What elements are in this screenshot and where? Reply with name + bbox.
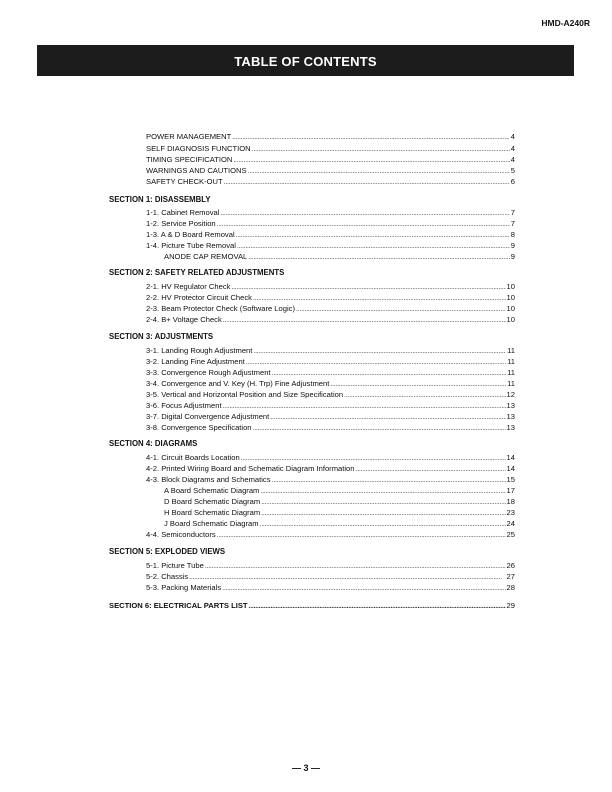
toc-entry[interactable]: [146, 165, 515, 176]
toc-page: 4: [510, 132, 515, 141]
model-number: HMD-A240R: [541, 18, 590, 28]
toc-entry[interactable]: [146, 314, 515, 325]
page-title: TABLE OF CONTENTS: [37, 45, 574, 76]
toc-page: 9: [510, 252, 515, 261]
toc-entry[interactable]: [146, 560, 515, 571]
toc-page: 10: [506, 304, 515, 313]
toc-entry[interactable]: [146, 529, 515, 540]
toc-label: 3-2. Landing Fine Adjustment: [146, 357, 245, 366]
toc-label: 3-7. Digital Convergence Adjustment: [146, 412, 270, 421]
toc-entry[interactable]: [146, 240, 515, 251]
toc-entry[interactable]: [146, 367, 515, 378]
page-number: — 3 —: [291, 763, 320, 773]
toc-page: 12: [506, 390, 515, 399]
toc-label: A Board Schematic Diagram: [164, 486, 260, 495]
toc-page: 7: [510, 208, 515, 217]
toc-label: H Board Schematic Diagram: [164, 508, 261, 517]
toc-entry[interactable]: [146, 582, 515, 593]
toc-page: 13: [506, 412, 515, 421]
toc-entry[interactable]: [146, 281, 515, 292]
toc-page: 9: [510, 241, 515, 250]
toc-page: 4: [510, 155, 515, 164]
toc-page: 13: [506, 423, 515, 432]
toc-label: POWER MANAGEMENT: [146, 132, 232, 141]
toc-label: 3-6. Focus Adjustment: [146, 401, 222, 410]
toc-entry[interactable]: [146, 518, 515, 529]
toc-label: 5-3. Packing Materials: [146, 583, 222, 592]
toc-entry[interactable]: [146, 571, 515, 582]
toc-label: SAFETY CHECK-OUT: [146, 177, 223, 186]
toc-entry[interactable]: [146, 207, 515, 218]
toc-label: 3-8. Convergence Specification: [146, 423, 252, 432]
toc-label: 2-3. Beam Protector Check (Software Logic): [146, 304, 295, 313]
toc-label: 5-1. Picture Tube: [146, 561, 204, 570]
toc-label: 4-2. Printed Wiring Board and Schematic Diagram Information: [146, 464, 355, 473]
toc-entry[interactable]: [146, 131, 515, 142]
toc-label: 1-4. Picture Tube Removal: [146, 241, 236, 250]
toc-page: 4: [510, 144, 515, 153]
toc-entry[interactable]: [146, 389, 515, 400]
toc-label: 3-4. Convergence and V. Key (H. Trp) Fine Adjustment: [146, 379, 330, 388]
toc-label: SELF DIAGNOSIS FUNCTION: [146, 144, 251, 153]
toc-label: 3-1. Landing Rough Adjustment: [146, 346, 253, 355]
toc-entry[interactable]: [146, 229, 515, 240]
toc-entry[interactable]: [146, 485, 515, 496]
toc-entry[interactable]: [146, 422, 515, 433]
toc-page: 6: [510, 177, 515, 186]
toc-page: 28: [506, 583, 515, 592]
toc-page: 8: [510, 230, 515, 239]
toc-entry[interactable]: [146, 507, 515, 518]
toc-entry[interactable]: [146, 303, 515, 314]
toc-page: 10: [506, 293, 515, 302]
toc-page: 14: [506, 453, 515, 462]
section-heading: SECTION 3: ADJUSTMENTS: [109, 332, 214, 341]
toc-page: 11: [507, 346, 515, 355]
toc-page: 29: [506, 601, 515, 610]
toc-label: TIMING SPECIFICATION: [146, 155, 233, 164]
toc-label: 1-1. Cabinet Removal: [146, 208, 220, 217]
toc-page: 18: [506, 497, 515, 506]
section-heading: SECTION 5: EXPLODED VIEWS: [109, 547, 226, 556]
toc-entry[interactable]: [146, 292, 515, 303]
toc-entry[interactable]: [146, 154, 515, 165]
toc-page: 26: [506, 561, 515, 570]
toc-label: 2-1. HV Regulator Check: [146, 282, 231, 291]
toc-page: 11: [507, 357, 515, 366]
toc-entry[interactable]: [109, 600, 515, 611]
section-heading: SECTION 4: DIAGRAMS: [109, 439, 198, 448]
toc-label: 4-1. Circuit Boards Location: [146, 453, 240, 462]
toc-label: D Board Schematic Diagram: [164, 497, 261, 506]
toc-entry[interactable]: [146, 496, 515, 507]
toc-page: 5: [510, 166, 515, 175]
toc-label: 1-2. Service Position: [146, 219, 216, 228]
toc-label: WARNINGS AND CAUTIONS: [146, 166, 247, 175]
toc-page: 25: [506, 530, 515, 539]
toc-page: 7: [510, 219, 515, 228]
toc-label: J Board Schematic Diagram: [164, 519, 259, 528]
toc-label: 3-3. Convergence Rough Adjustment: [146, 368, 271, 377]
toc-entry[interactable]: [146, 356, 515, 367]
toc-entry[interactable]: [146, 452, 515, 463]
toc-page: 11: [507, 368, 515, 377]
section-heading: SECTION 2: SAFETY RELATED ADJUSTMENTS: [109, 268, 285, 277]
toc-entry[interactable]: [146, 411, 515, 422]
toc-page: 10: [506, 282, 515, 291]
toc-entry[interactable]: [146, 463, 515, 474]
section-heading: SECTION 6: ELECTRICAL PARTS LIST: [109, 601, 248, 610]
toc-page: 13: [506, 401, 515, 410]
toc-entry[interactable]: [146, 400, 515, 411]
toc-label: 2-4. B+ Voltage Check: [146, 315, 222, 324]
toc-entry[interactable]: [146, 143, 515, 154]
toc-entry[interactable]: [146, 218, 515, 229]
toc-label: ANODE CAP REMOVAL: [164, 252, 248, 261]
toc-entry[interactable]: [146, 251, 515, 262]
toc-page: 23: [506, 508, 515, 517]
toc-page: 24: [506, 519, 515, 528]
toc-entry[interactable]: [146, 378, 515, 389]
toc-page: 11: [507, 379, 515, 388]
toc-entry[interactable]: [146, 345, 515, 356]
toc-page: 14: [506, 464, 515, 473]
section-heading: SECTION 1: DISASSEMBLY: [109, 195, 211, 204]
toc-page: 10: [506, 315, 515, 324]
toc-label: 5-2. Chassis: [146, 572, 189, 581]
toc-entry[interactable]: [146, 474, 515, 485]
toc-entry[interactable]: [146, 176, 515, 187]
toc-label: 2-2. HV Protector Circuit Check: [146, 293, 252, 302]
toc-page: 27: [506, 572, 515, 581]
toc-page: 17: [506, 486, 515, 495]
toc-label: 4-3. Block Diagrams and Schematics: [146, 475, 271, 484]
toc-label: 4-4. Semiconductors: [146, 530, 216, 539]
toc-label: 1-3. A & D Board Removal: [146, 230, 235, 239]
toc-page: 15: [506, 475, 515, 484]
toc-label: 3-5. Vertical and Horizontal Position and Size Specification: [146, 390, 344, 399]
